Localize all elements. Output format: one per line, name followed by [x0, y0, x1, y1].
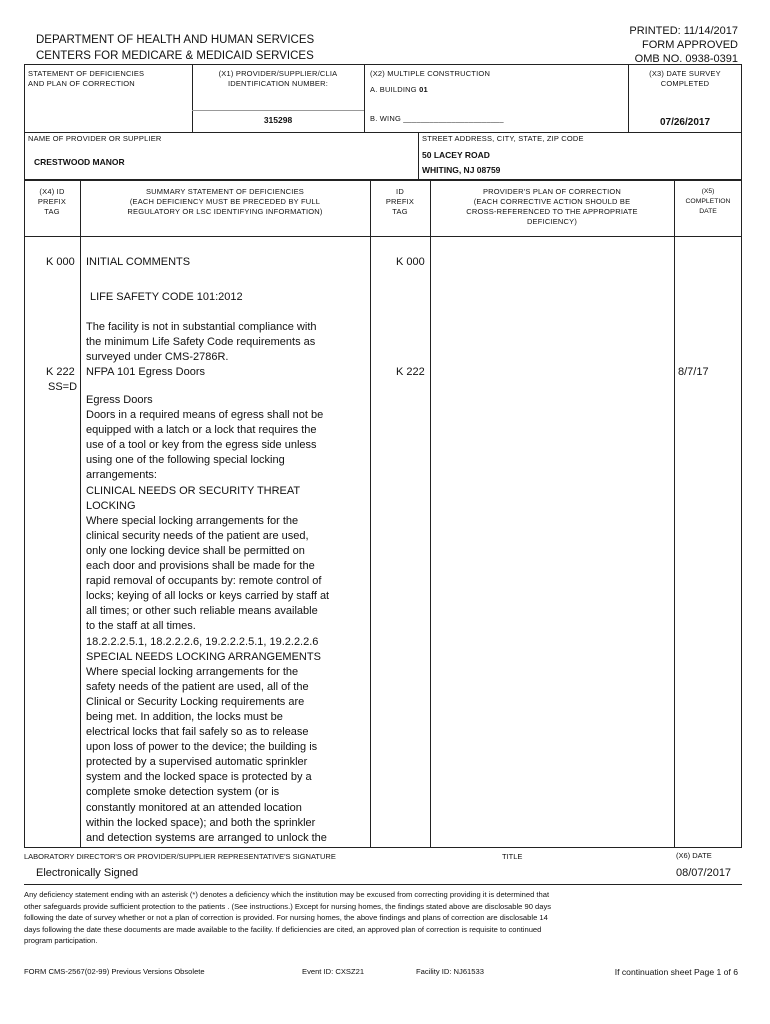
body-line: LOCKING	[86, 499, 136, 512]
body-line: rapid removal of occupants by: remote control of	[86, 575, 322, 588]
signature-date: 08/07/2017	[676, 867, 732, 879]
body-line: Where special locking arrangements for the	[86, 514, 299, 527]
body-line: and detection systems are arranged to unlock the	[86, 831, 327, 844]
body-line: use of a tool or key from the egress side unless	[86, 439, 317, 452]
signature-label: LABORATORY DIRECTOR'S OR PROVIDER/SUPPLIER REPRESENTATIVE'S SIGNATURE	[24, 852, 336, 861]
body-line: complete smoke detection system (or is	[86, 786, 280, 799]
department-name: DEPARTMENT OF HEALTH AND HUMAN SERVICES	[36, 34, 315, 46]
k222-prefix-tag: K 222	[46, 366, 75, 378]
address-label: STREET ADDRESS, CITY, STATE, ZIP CODE	[422, 134, 584, 143]
intro-text: The facility is not in substantial compliance with the minimum Life Safety Code requirements as surveyed under CMS-2786R.	[86, 321, 317, 364]
building-value: 01	[419, 85, 428, 94]
body-line: being met. In addition, the locks must be	[86, 710, 283, 723]
k222-title: NFPA 101 Egress Doors	[86, 366, 206, 378]
street-address: 50 LACEY ROAD	[422, 150, 490, 160]
building-field: A. BUILDING 01	[370, 85, 428, 94]
event-id: Event ID: CXSZ21	[302, 967, 365, 976]
body-line: clinical security needs of the patient are used,	[86, 529, 309, 542]
form-approved: FORM APPROVED	[642, 39, 738, 51]
body-line: locks; keying of all locks or keys carried by staff at	[86, 590, 330, 603]
scope-severity: SS=D	[48, 381, 78, 393]
body-line: SPECIAL NEEDS LOCKING ARRANGEMENTS	[86, 650, 321, 663]
k222-id-tag: K 222	[396, 366, 425, 378]
body-line: within the locked space); and both the sprinkler	[86, 816, 316, 829]
electronic-signature: Electronically Signed	[36, 867, 139, 879]
body-line: equipped with a latch or a lock that requires the	[86, 424, 317, 437]
x6-date-label: (X6) DATE	[676, 851, 712, 860]
body-line: Where special locking arrangements for the	[86, 665, 299, 678]
printed-date: PRINTED: 11/14/2017	[629, 25, 738, 37]
provider-name-label: NAME OF PROVIDER OR SUPPLIER	[28, 134, 162, 143]
x5-header: (X5) COMPLETION DATE	[685, 188, 731, 215]
disclosure-footnote: Any deficiency statement ending with an asterisk (*) denotes a deficiency which the institution may be excused from correcting providing it is determined that other safeguards provide sufficient protection to the patients . (See instructions.) Except for nursing homes, the findings stated above are disclosable 90 days following the date of survey whether or not a plan of correction is provided. For nursing homes, the above findings and plans of correction are disclosable 14 days following the date these documents are made available to the facility. If deficiencies are cited, an approved plan of correction is requisite to continued program participation.	[24, 890, 552, 945]
completion-date: 8/7/17	[678, 366, 709, 378]
body-line: each door and provisions shall be made for the	[86, 560, 315, 573]
body-line: electrical locks that fail safely so as to release	[86, 726, 309, 739]
body-line: all times; or other such reliable means available	[86, 605, 318, 618]
provider-id-number: 315298	[263, 115, 293, 125]
body-line: arrangements:	[86, 469, 157, 482]
k000-prefix-tag: K 000	[46, 256, 75, 268]
body-line: system and the locked space is protected by a	[86, 771, 312, 784]
summary-header: SUMMARY STATEMENT OF DEFICIENCIES (EACH DEFICIENCY MUST BE PRECEDED BY FULL REGULATORY OR LSC IDENTIFYING INFORMATION)	[127, 187, 323, 216]
body-line: Clinical or Security Locking requirements are	[86, 695, 305, 708]
id-header: ID PREFIX TAG	[385, 187, 415, 216]
k000-title: INITIAL COMMENTS	[86, 256, 191, 268]
body-line: constantly monitored at an attended location	[86, 801, 302, 814]
body-line: using one of the following special locking	[86, 454, 285, 467]
k000-id-tag: K 000	[396, 256, 425, 268]
form-number: FORM CMS-2567(02-99) Previous Versions Obsolete	[24, 967, 205, 976]
body-line: Egress Doors	[86, 394, 153, 406]
page-indicator: If continuation sheet Page 1 of 6	[614, 967, 738, 977]
facility-id: Facility ID: NJ61533	[416, 967, 484, 976]
x4-header: (X4) ID PREFIX TAG	[37, 187, 67, 216]
lsc-reference: LIFE SAFETY CODE 101:2012	[90, 291, 243, 303]
body-line: CLINICAL NEEDS OR SECURITY THREAT	[86, 484, 301, 497]
agency-header	[36, 32, 314, 64]
body-line: protected by a supervised automatic sprinkler	[86, 756, 308, 769]
deficiency-body	[86, 393, 329, 846]
x3-label: (X3) DATE SURVEY COMPLETED	[649, 69, 721, 88]
form-info	[629, 24, 738, 66]
body-line: Doors in a required means of egress shall not be	[86, 409, 324, 422]
wing-field: B. WING _______________________	[370, 114, 504, 123]
body-line: 18.2.2.2.5.1, 18.2.2.2.6, 19.2.2.2.5.1, 19.2.2.2.6	[86, 635, 319, 648]
x2-label: (X2) MULTIPLE CONSTRUCTION	[370, 69, 491, 78]
provider-name: CRESTWOOD MANOR	[34, 157, 125, 167]
title-label: TITLE	[502, 852, 523, 861]
body-line: only one locking device shall be permitted on	[86, 544, 305, 557]
statement-label: STATEMENT OF DEFICIENCIES AND PLAN OF CORRECTION	[28, 69, 145, 88]
agency-name: CENTERS FOR MEDICARE & MEDICAID SERVICES	[36, 50, 314, 62]
city-state-zip: WHITING, NJ 08759	[422, 165, 501, 175]
x1-label: (X1) PROVIDER/SUPPLIER/CLIA IDENTIFICATION NUMBER:	[218, 69, 338, 88]
body-line: upon loss of power to the device; the building is	[86, 741, 318, 754]
body-line: to the staff at all times.	[86, 620, 196, 633]
survey-completed-date: 07/26/2017	[659, 117, 711, 128]
body-line: safety needs of the patient are used, all of the	[86, 680, 309, 693]
plan-header: PROVIDER'S PLAN OF CORRECTION (EACH CORRECTIVE ACTION SHOULD BE CROSS-REFERENCED TO THE APPROPRIATE DEFICIENCY)	[466, 187, 638, 226]
omb-number: OMB NO. 0938-0391	[634, 53, 738, 65]
